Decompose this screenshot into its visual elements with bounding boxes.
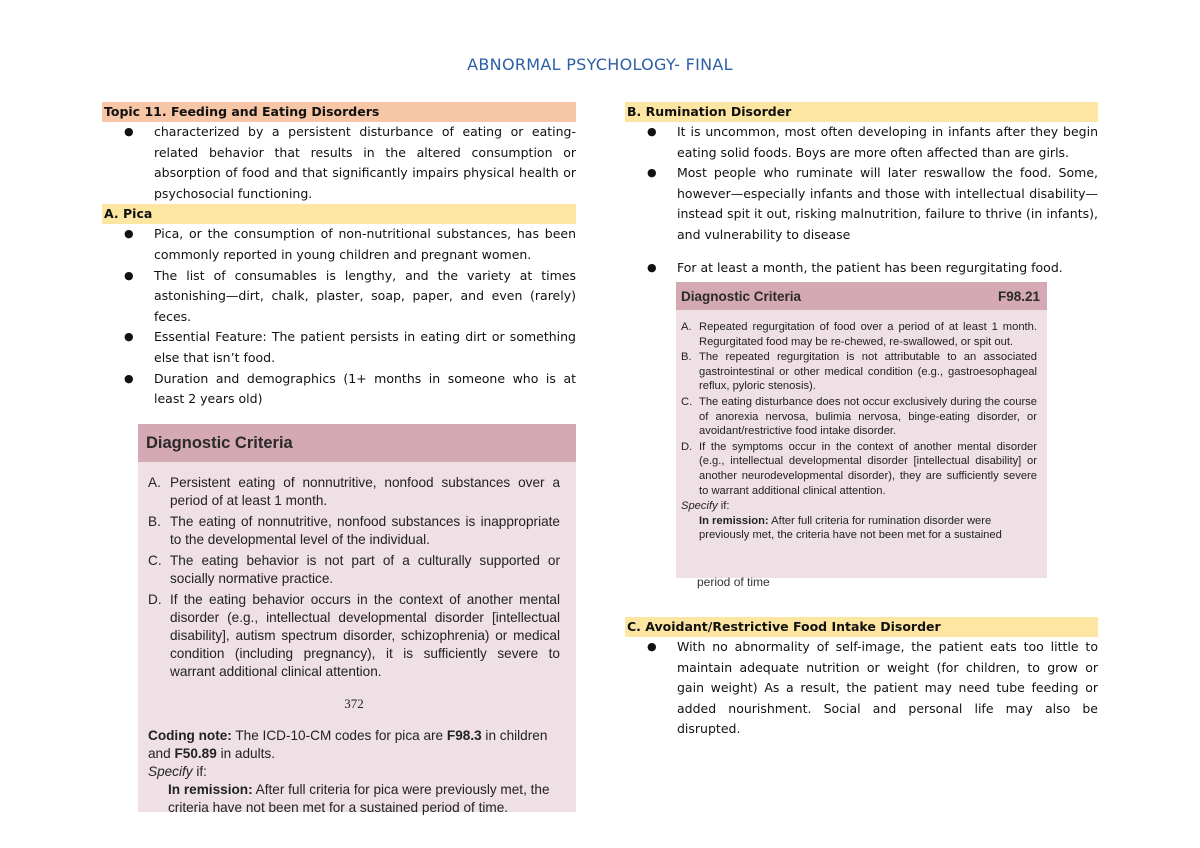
criteria-item: D. If the eating behavior occurs in the context of another mental disorder (e.g., intellectual developmental disorder [intellectual disability], autism spectrum disorder, schizophrenia) or medical condition (including pregnancy), it is sufficiently severe to warrant additional clinical attention. — [148, 592, 560, 679]
list-item: ● Most people who ruminate will later reswallow the food. Some, however—especially infants and those with intellectual disability—instead spit it out, risking malnutrition, failure to thrive (in infants), and vulnerability to disease — [647, 165, 1098, 242]
bullet-icon: ● — [647, 640, 657, 653]
remission-tail: period of time — [697, 575, 770, 589]
remission-note: In remission: After full criteria for rumination disorder were previously met, the criteria have not been met for a sustained — [699, 514, 1002, 542]
rumination-heading: B. Rumination Disorder — [625, 102, 1098, 122]
arfid-section — [625, 617, 1098, 740]
pica-criteria-box — [138, 424, 576, 815]
left-column — [102, 102, 576, 410]
criteria-code: F98.21 — [997, 288, 1040, 304]
remission-note: In remission: After full criteria for pica were previously met, the criteria have not been met for a sustained period of time. — [168, 782, 550, 815]
criteria-item: A. Repeated regurgitation of food over a period of at least 1 month. Regurgitated food may be re-chewed, re-swallowed, or spit out. — [681, 321, 1037, 348]
criteria-item: A. Persistent eating of nonnutritive, nonfood substances over a period of at least 1 month. — [148, 475, 560, 508]
list-item: ● The list of consumables is lengthy, and the variety at times astonishing—dirt, chalk, plaster, soap, paper, and even (rarely) feces. — [124, 267, 576, 324]
bullet-icon: ● — [124, 227, 134, 241]
specify-line: Specify if: — [148, 764, 207, 779]
rumination-bullet-list — [625, 122, 1098, 246]
specify-line: Specify if: — [681, 500, 730, 513]
topic-heading: Topic 11. Feeding and Eating Disorders — [102, 102, 576, 122]
arfid-bullet-list — [625, 637, 1098, 740]
criteria-title: Diagnostic Criteria — [681, 288, 802, 304]
criteria-item: B. The repeated regurgitation is not attributable to an associated gastrointestinal or other medical condition (e.g., gastroesophageal reflux, pyloric stenosis). — [681, 351, 1037, 393]
list-item: ● Pica, or the consumption of non-nutritional substances, has been commonly reported in young children and pregnant women. — [124, 226, 576, 262]
bullet-icon: ● — [124, 268, 134, 282]
list-item: ● With no abnormality of self-image, the patient eats too little to maintain adequate nutrition or weight (for children, to grow or gain weight) As a result, the patient may need tube feeding or added nourishment. Social and personal life may also be disrupted. — [647, 639, 1098, 737]
page-number: 372 — [344, 696, 364, 711]
bullet-icon: ● — [124, 125, 134, 138]
criteria-item: C. The eating disturbance does not occur exclusively during the course of anorexia nervosa, bulimia nervosa, binge-eating disorder, or avoidant/restrictive food intake disorder. — [681, 395, 1037, 438]
list-item: ● It is uncommon, most often developing in infants after they begin eating solid foods. Boys are more often affected than are girls. — [647, 124, 1098, 160]
criteria-header — [676, 282, 1047, 310]
bullet-icon: ● — [124, 330, 134, 344]
pica-bullet-list — [102, 224, 576, 409]
right-column — [625, 102, 1098, 278]
criteria-item: C. The eating behavior is not part of a culturally supported or socially normative practice. — [148, 553, 560, 586]
criteria-title: Diagnostic Criteria — [146, 433, 293, 452]
page-title: ABNORMAL PSYCHOLOGY- FINAL — [467, 55, 733, 74]
list-item: ● Essential Feature: The patient persists in eating dirt or something else that isn’t food. — [124, 329, 576, 365]
arfid-heading: C. Avoidant/Restrictive Food Intake Disorder — [625, 617, 1098, 637]
list-item: ● characterized by a persistent disturbance of eating or eating-related behavior that results in the altered consumption or absorption of food and that significantly impairs physical health or psychosocial functioning. — [124, 124, 576, 201]
coding-note: Coding note: The ICD-10-CM codes for pica are F98.3 in children and F50.89 in adults. — [148, 728, 548, 761]
bullet-icon: ● — [647, 125, 657, 138]
criteria-item: D. If the symptoms occur in the context of another mental disorder (e.g., intellectual developmental disorder [intellectual disability] or another neurodevelopmental disorder), they are sufficiently severe to warrant additional clinical attention. — [681, 440, 1037, 497]
topic-bullet-list — [102, 122, 576, 204]
bullet-icon: ● — [124, 371, 134, 385]
bullet-icon: ● — [647, 166, 657, 180]
list-item: ● Duration and demographics (1+ months in someone who is at least 2 years old) — [124, 370, 576, 407]
rumination-bullet-list-extra — [625, 258, 1098, 279]
criteria-header — [138, 424, 576, 462]
rumination-criteria-box — [676, 282, 1047, 578]
pica-heading: A. Pica — [102, 204, 576, 224]
criteria-item: B. The eating of nonnutritive, nonfood substances is inappropriate to the developmental level of the individual. — [148, 514, 560, 547]
bullet-icon: ● — [647, 260, 657, 274]
list-item: ● For at least a month, the patient has been regurgitating food. — [677, 258, 1098, 279]
